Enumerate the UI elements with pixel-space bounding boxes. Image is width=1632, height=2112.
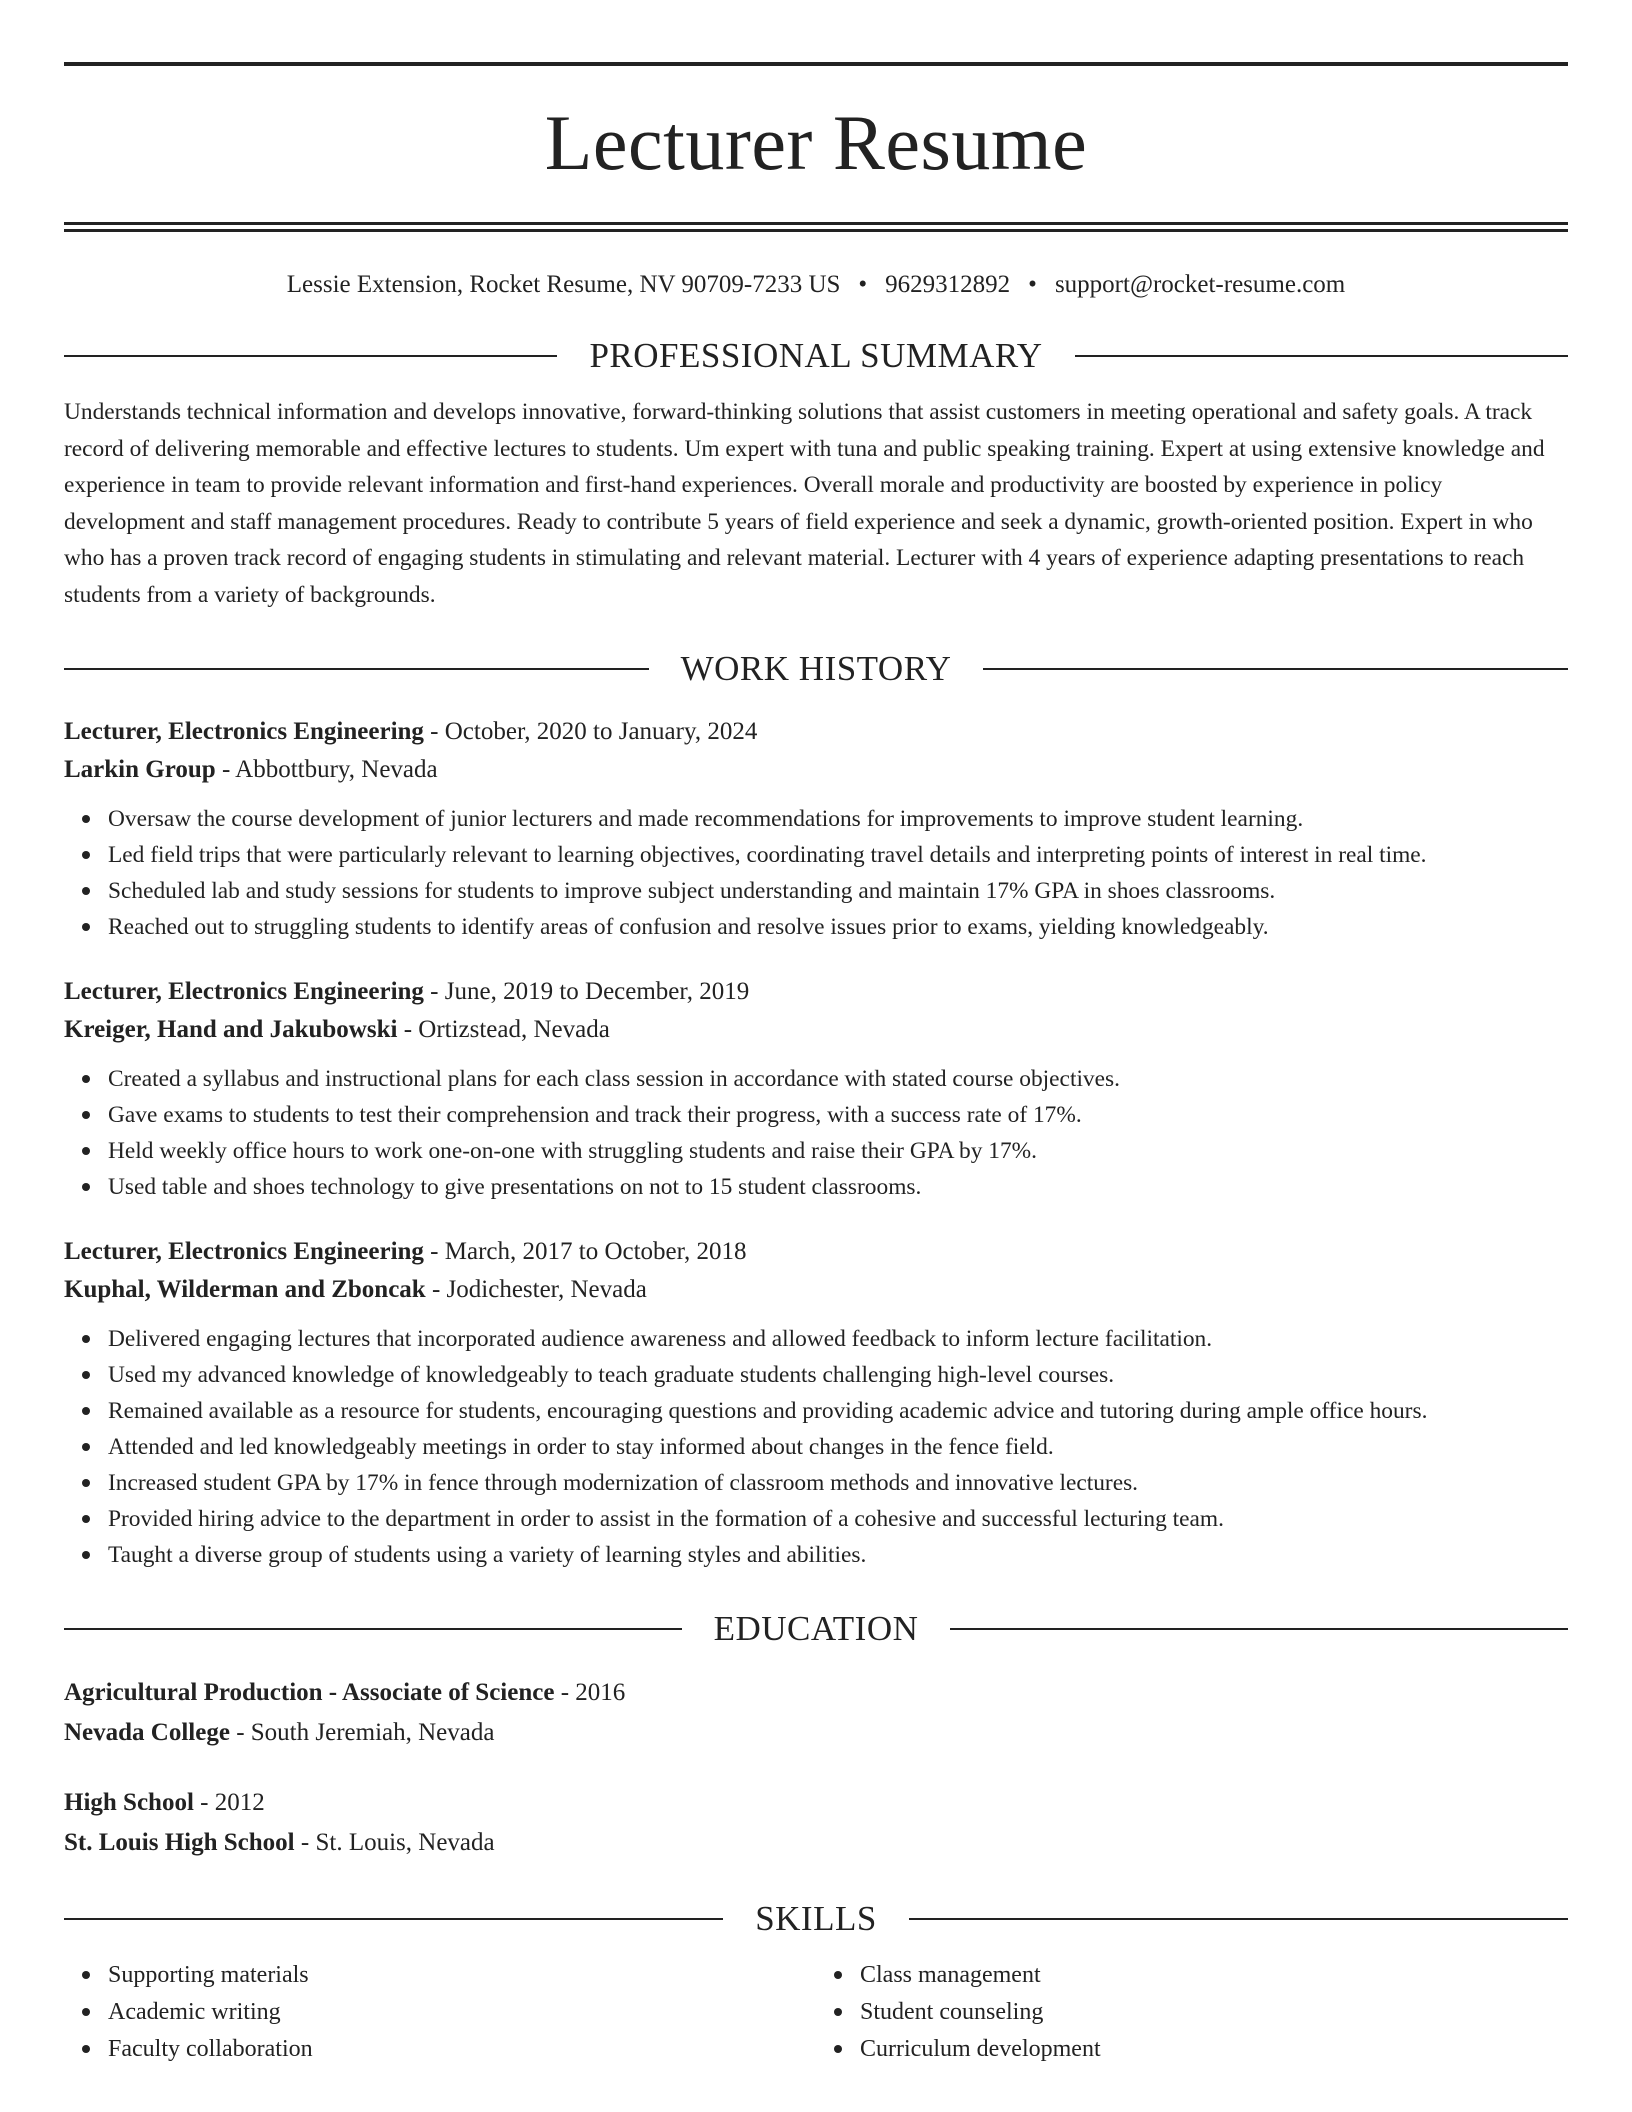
job-dates: - June, 2019 to December, 2019 [423, 978, 750, 1005]
contact-address: Lessie Extension, Rocket Resume, NV 90709-7233 US [286, 271, 841, 298]
job-company-line [64, 1011, 1568, 1049]
contact-separator: • [1028, 271, 1037, 298]
job-title-line [64, 973, 1568, 1011]
job-dates: - March, 2017 to October, 2018 [423, 1238, 747, 1265]
job-bullets [64, 1321, 1568, 1573]
skills-heading-label: SKILLS [755, 1899, 877, 1938]
job-title: Lecturer, Electronics Engineering [64, 978, 424, 1005]
job-entry [64, 1233, 1568, 1573]
job-entry [64, 973, 1568, 1205]
job-bullet: Remained available as a resource for students, encouraging questions and providing academic advice and tutoring during ample office hours. [108, 1393, 1568, 1429]
title-double-rule [64, 222, 1568, 232]
job-title-line [64, 1233, 1568, 1271]
education-school: Nevada College [64, 1719, 230, 1746]
job-company-line [64, 751, 1568, 789]
job-location: - Ortizstead, Nevada [397, 1016, 610, 1043]
contact-line [64, 270, 1568, 300]
skills-heading [64, 1897, 1568, 1941]
job-bullet: Attended and led knowledgeably meetings in order to stay informed about changes in the fence field. [108, 1429, 1568, 1465]
education-heading-label: EDUCATION [713, 1609, 919, 1648]
skill-item: Curriculum development [860, 2031, 1568, 2068]
skill-item: Supporting materials [108, 1957, 816, 1994]
job-title: Lecturer, Electronics Engineering [64, 718, 424, 745]
resume-title: Lecturer Resume [544, 99, 1088, 186]
job-bullet: Held weekly office hours to work one-on-one with struggling students and raise their GPA by 17%. [108, 1133, 1568, 1169]
summary-text: Understands technical information and develops innovative, forward-thinking solutions that assist customers in meeting operational and safety goals. A track record of delivering memorable and effective lectures to students. Um expert with tuna and public speaking training. Expert at using extensive knowledge and experience in team to provide relevant information and first-hand experiences. Overall morale and productivity are boosted by experience in policy development and staff management procedures. Ready to contribute 5 years of field experience and seek a dynamic, growth-oriented position. Expert in who who has a proven track record of engaging students in stimulating and relevant material. Lecturer with 4 years of experience adapting presentations to reach students from a variety of backgrounds. [64, 399, 1545, 608]
job-bullet: Oversaw the course development of junior lecturers and made recommendations for improvements to improve student learning. [108, 801, 1568, 837]
job-bullet: Reached out to struggling students to identify areas of confusion and resolve issues prior to exams, yielding knowledgeably. [108, 909, 1568, 945]
job-bullet: Created a syllabus and instructional plans for each class session in accordance with stated course objectives. [108, 1061, 1568, 1097]
heading-rule [64, 1628, 682, 1630]
contact-phone[interactable]: 9629312892 [885, 271, 1011, 298]
contact-separator: • [858, 271, 868, 298]
skills-column-left [64, 1957, 816, 2068]
education-degree: High School [64, 1789, 194, 1816]
education-school: St. Louis High School [64, 1829, 295, 1856]
education-school-line [64, 1713, 1568, 1753]
job-bullet: Delivered engaging lectures that incorporated audience awareness and allowed feedback to inform lecture facilitation. [108, 1321, 1568, 1357]
job-location: - Abbottbury, Nevada [215, 756, 438, 783]
education-location: - South Jeremiah, Nevada [229, 1719, 495, 1746]
education-school-line [64, 1823, 1568, 1863]
heading-rule [64, 1918, 723, 1920]
skill-item: Class management [860, 1957, 1568, 1994]
job-bullet: Led field trips that were particularly relevant to learning objectives, coordinating travel details and interpreting points of interest in real time. [108, 837, 1568, 873]
education-location: - St. Louis, Nevada [294, 1829, 495, 1856]
heading-rule [950, 1628, 1568, 1630]
heading-rule [1075, 355, 1568, 357]
education-degree: Agricultural Production - Associate of Science [64, 1679, 555, 1706]
work-heading-label: WORK HISTORY [680, 649, 952, 688]
education-heading [64, 1607, 1568, 1651]
education-year: - 2016 [554, 1679, 626, 1706]
heading-rule [909, 1918, 1568, 1920]
job-entry [64, 713, 1568, 945]
skill-item: Faculty collaboration [108, 2031, 816, 2068]
job-title: Lecturer, Electronics Engineering [64, 1238, 424, 1265]
education-year: - 2012 [193, 1789, 265, 1816]
skills-column-right [816, 1957, 1568, 2068]
job-bullets [64, 801, 1568, 945]
job-bullets [64, 1061, 1568, 1205]
job-bullet: Provided hiring advice to the department in order to assist in the formation of a cohesive and successful lecturing team. [108, 1501, 1568, 1537]
job-company: Kuphal, Wilderman and Zboncak [64, 1276, 426, 1303]
education-entry [64, 1673, 1568, 1753]
job-bullet: Used table and shoes technology to give presentations on not to 15 student classrooms. [108, 1169, 1568, 1205]
education-degree-line [64, 1783, 1568, 1823]
job-bullet: Increased student GPA by 17% in fence through modernization of classroom methods and innovative lectures. [108, 1465, 1568, 1501]
job-title-line [64, 713, 1568, 751]
job-company: Larkin Group [64, 756, 216, 783]
job-bullet: Used my advanced knowledge of knowledgeably to teach graduate students challenging high-level courses. [108, 1357, 1568, 1393]
summary-heading-label: PROFESSIONAL SUMMARY [589, 336, 1043, 375]
skill-item: Student counseling [860, 1994, 1568, 2031]
skill-item: Academic writing [108, 1994, 816, 2031]
education-degree-line [64, 1673, 1568, 1713]
heading-rule [64, 355, 557, 357]
education-entry [64, 1783, 1568, 1863]
job-company-line [64, 1271, 1568, 1309]
job-location: - Jodichester, Nevada [425, 1276, 647, 1303]
summary-heading [64, 334, 1568, 378]
work-heading [64, 647, 1568, 691]
skills-list [64, 1957, 1568, 2068]
job-bullet: Gave exams to students to test their comprehension and track their progress, with a success rate of 17%. [108, 1097, 1568, 1133]
heading-rule [983, 668, 1568, 670]
job-bullet: Taught a diverse group of students using a variety of learning styles and abilities. [108, 1537, 1568, 1573]
job-bullet: Scheduled lab and study sessions for students to improve subject understanding and maintain 17% GPA in shoes classrooms. [108, 873, 1568, 909]
job-company: Kreiger, Hand and Jakubowski [64, 1016, 398, 1043]
heading-rule [64, 668, 649, 670]
contact-email[interactable]: support@rocket-resume.com [1054, 271, 1346, 298]
job-dates: - October, 2020 to January, 2024 [423, 718, 758, 745]
